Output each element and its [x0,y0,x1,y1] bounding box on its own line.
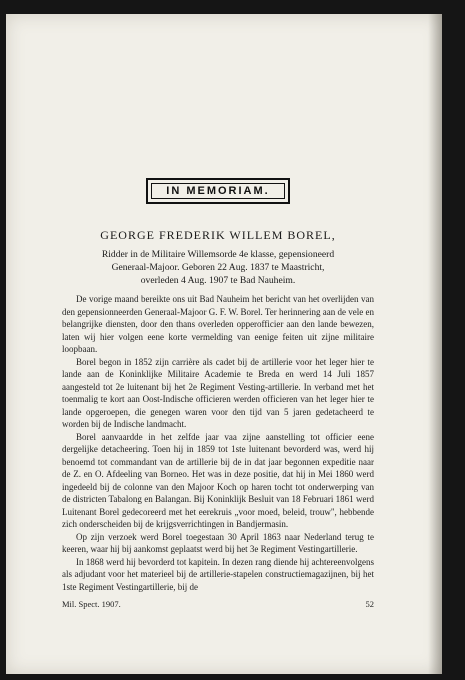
body-paragraph: De vorige maand bereikte ons uit Bad Nauheim het bericht van het overlijden van den gepensionneerden Generaal-Majoor G. F. W. Borel. Ter herinnering aan de vele en belangrijke diensten, door den thans overleden opperofficier aan den lande bewezen, laten wij hier volgen eene korte vermelding van eenige feiten uit zijne militaire loopbaan. [62,294,374,354]
page-footer [62,599,374,611]
body-paragraph: Op zijn verzoek werd Borel toegestaan 30 April 1863 naar Nederland terug te keeren, waar hij bij aankomst geplaatst werd bij het 3e Regiment Vestingartillerie. [62,531,374,554]
in-memoriam-inner-frame [151,183,285,199]
obituary-heading: GEORGE FREDERIK WILLEM BOREL, [100,228,336,242]
in-memoriam-box [146,178,290,204]
body-paragraph: Borel begon in 1852 zijn carrière als cadet bij de artillerie voor het leger hier te lande aan de Koninklijke Militaire Academie te Breda en werd 14 Juli 1857 aangesteld tot 2e luitenant bij het 2e Regiment Vesting-artillerie. In verband met het toenmalig te kort aan Oost-Indische officieren werden officieren van het leger hier te lande opgeroepen, die genegen waren voor den tijd van 5 jaren gedetacheerd te worden bij de Indische landmacht. [62,356,374,429]
subheading-line: Ridder in de Militaire Willemsorde 4e klasse, gepensioneerd [101,249,335,260]
journal-reference: Mil. Spect. 1907. [62,599,121,609]
page-number: 52 [365,599,374,609]
subheading-line: Generaal-Majoor. Geboren 22 Aug. 1837 te Maastricht, [111,262,325,273]
body-paragraph: In 1868 werd hij bevorderd tot kapitein. In dezen rang diende hij achtereenvolgens als adjudant voor het materieel bij de artillerie-stapelen constructiemagazijnen, bij het 1ste Regiment Vestingartillerie, bij de [62,556,374,592]
obituary-subheading [60,248,376,287]
page-spine-shadow [428,14,442,674]
in-memoriam-title: IN MEMORIAM. [166,185,270,197]
subheading-line: overleden 4 Aug. 1907 te Bad Nauheim. [140,275,296,286]
body-paragraph: Borel aanvaardde in het zelfde jaar vaa zijne aanstelling tot officier eene dergelijke detacheering. Toen hij in 1859 tot 1ste luitenant bevorderd was, werd hij benoemd tot commandant van de artillerie bij de in dat jaar begonnen expeditie naar de Z. en O. Afdeeling van Borneo. Het was in deze positie, dat hij in Mei 1860 werd ingedeeld bij de colonne van den Majoor Koch op haren tocht tot onderwerping van de districten Tabalong en Balangan. Bij Koninklijk Besluit van 18 Februari 1861 werd Luitenant Borel gedecoreerd met het eerekruis „voor moed, beleid, trouw", hebbende zich onderscheiden bij de krijgsverrichtingen in Bandjermasin. [62,431,374,529]
obituary-body [62,293,374,593]
